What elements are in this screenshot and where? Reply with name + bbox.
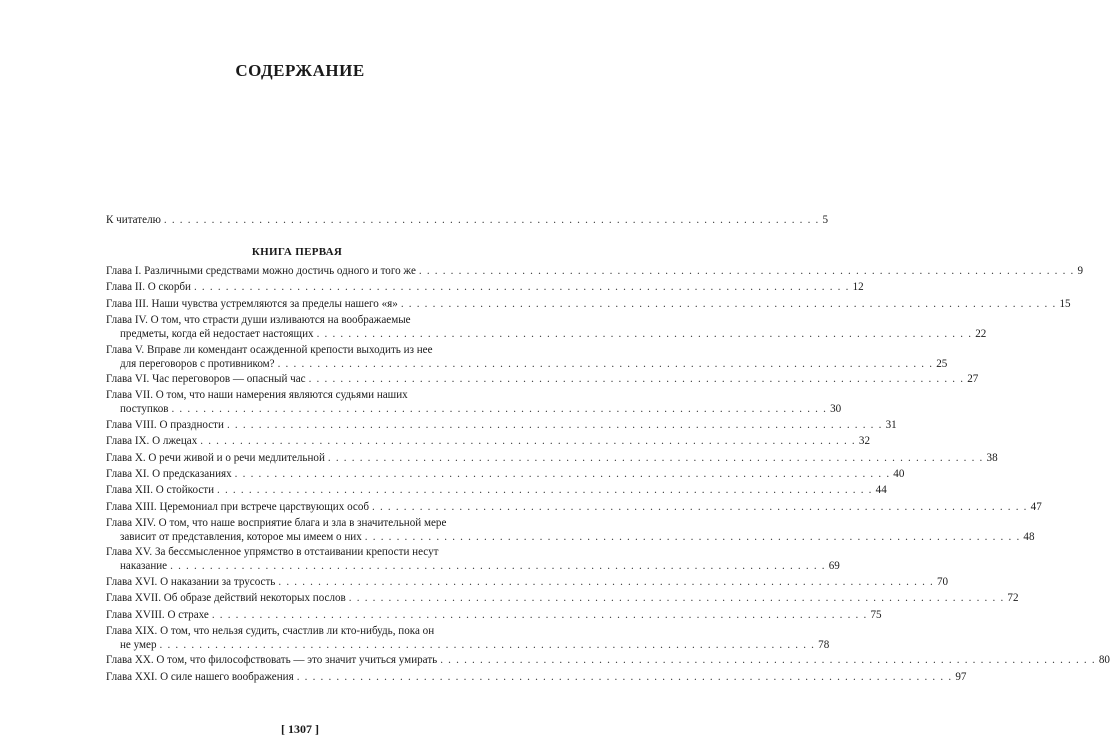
toc-entry-text: Глава IX. О лжецах <box>106 435 198 448</box>
toc-entry-text: Глава X. О речи живой и о речи медлительной <box>106 451 325 464</box>
dot-leader: . . . . . . . . . . . . . . . . . . . . . . . . . . . . . . . . . . . . . . . . . . . . . . . . . . . . . . . . . . . . . . . . . . . . . . . . . . . . . . . . . . . <box>440 654 1096 667</box>
dot-leader: . . . . . . . . . . . . . . . . . . . . . . . . . . . . . . . . . . . . . . . . . . . . . . . . . . . . . . . . . . . . . . . . . . . . . . . . . . . . . . . . . . . <box>211 608 868 621</box>
toc-entry-text: Глава III. Наши чувства устремляются за пределы нашего «я» <box>106 297 398 310</box>
toc-entry-continuation <box>106 638 830 652</box>
toc-entry-continuation <box>106 530 1035 544</box>
toc-entry[interactable] <box>106 418 897 432</box>
toc-page-number: 5 <box>822 214 829 226</box>
page-number-footer: [ 1307 ] <box>281 722 319 736</box>
toc-entry[interactable] <box>106 670 967 684</box>
toc-entry-text: Глава XIX. О том, что нельзя судить, счастлив ли кто-нибудь, пока он <box>106 625 435 638</box>
toc-page-number: 40 <box>893 467 905 480</box>
dot-leader: . . . . . . . . . . . . . . . . . . . . . . . . . . . . . . . . . . . . . . . . . . . . . . . . . . . . . . . . . . . . . . . . . . . . . . . . . . . . . . . . . . . <box>308 372 965 385</box>
toc-page-number: 15 <box>1059 297 1071 310</box>
toc-entry[interactable] <box>106 591 1019 605</box>
preface-block <box>106 213 829 227</box>
dot-leader: . . . . . . . . . . . . . . . . . . . . . . . . . . . . . . . . . . . . . . . . . . . . . . . . . . . . . . . . . . . . . . . . . . . . . . . . . . . . . . . . . . . <box>400 297 1057 310</box>
page-title: СОДЕРЖАНИЕ <box>235 61 365 80</box>
dot-leader: . . . . . . . . . . . . . . . . . . . . . . . . . . . . . . . . . . . . . . . . . . . . . . . . . . . . . . . . . . . . . . . . . . . . . . . . . . . . . . . . . . . <box>193 281 850 294</box>
dot-leader: . . . . . . . . . . . . . . . . . . . . . . . . . . . . . . . . . . . . . . . . . . . . . . . . . . . . . . . . . . . . . . . . . . . . . . . . . . . . . . . . . . . <box>348 592 1005 605</box>
toc-entry-text: Глава VII. О том, что наши намерения являются судьями наших <box>106 389 408 402</box>
toc-entry-text: наказание <box>120 560 168 573</box>
toc-entry-text: К читателю <box>106 214 161 226</box>
toc-entry-text: Глава XIII. Церемониал при встрече царствующих особ <box>106 500 370 513</box>
toc-entry-text: Глава XIV. О том, что наше восприятие блага и зла в значительной мере <box>106 517 447 530</box>
toc-page-number: 80 <box>1098 654 1110 667</box>
toc-entry-text: Глава XV. За бессмысленное упрямство в отстаивании крепости несут <box>106 546 439 559</box>
toc-page-number: 47 <box>1030 500 1042 513</box>
toc-page-number: 22 <box>975 328 987 341</box>
dot-leader: . . . . . . . . . . . . . . . . . . . . . . . . . . . . . . . . . . . . . . . . . . . . . . . . . . . . . . . . . . . . . . . . . . . . . . . . . . . . . . . . . . . <box>170 560 826 573</box>
toc-entry-text: предметы, когда ей недостает настоящих <box>120 328 314 341</box>
toc-page-number: 38 <box>986 451 998 464</box>
dot-leader: . . . . . . . . . . . . . . . . . . . . . . . . . . . . . . . . . . . . . . . . . . . . . . . . . . . . . . . . . . . . . . . . . . . . . . . . . . . . . . . . . . . <box>327 451 984 464</box>
toc-entry[interactable] <box>106 608 882 622</box>
toc-entry[interactable] <box>106 313 987 341</box>
toc-entry[interactable] <box>106 451 998 465</box>
toc-entry[interactable] <box>106 483 887 497</box>
toc-entry-text: Глава V. Вправе ли комендант осажденной крепости выходить из нее <box>106 343 433 356</box>
toc-list <box>106 264 1110 686</box>
toc-page-number: 70 <box>937 575 949 588</box>
toc-entry-preface[interactable] <box>106 213 829 227</box>
toc-entry[interactable] <box>106 516 1035 544</box>
toc-page-number: 69 <box>828 560 840 573</box>
toc-entry-continuation <box>106 327 987 341</box>
toc-entry-continuation <box>106 357 948 371</box>
dot-leader: . . . . . . . . . . . . . . . . . . . . . . . . . . . . . . . . . . . . . . . . . . . . . . . . . . . . . . . . . . . . . . . . . . . . . . . . . . . . . . . . . . . <box>316 328 973 341</box>
toc-page-number: 97 <box>955 670 967 683</box>
toc-entry-text: Глава VIII. О праздности <box>106 418 224 431</box>
toc-page-number: 78 <box>818 639 830 652</box>
toc-entry-text: зависит от представления, которое мы имеем о них <box>120 531 362 544</box>
toc-page-number: 25 <box>936 357 948 370</box>
toc-entry[interactable] <box>106 624 830 652</box>
toc-entry[interactable] <box>106 500 1042 514</box>
toc-entry-text: Глава VI. Час переговоров — опасный час <box>106 372 306 385</box>
toc-entry[interactable] <box>106 343 948 371</box>
dot-leader: . . . . . . . . . . . . . . . . . . . . . . . . . . . . . . . . . . . . . . . . . . . . . . . . . . . . . . . . . . . . . . . . . . . . . . . . . . . . . . . . . . . <box>217 484 873 497</box>
dot-leader: . . . . . . . . . . . . . . . . . . . . . . . . . . . . . . . . . . . . . . . . . . . . . . . . . . . . . . . . . . . . . . . . . . . . . . . . . . . . . . . . . . . <box>296 670 953 683</box>
toc-entry-text: поступков <box>120 403 169 416</box>
toc-page-number: 31 <box>885 418 897 431</box>
dot-leader: . . . . . . . . . . . . . . . . . . . . . . . . . . . . . . . . . . . . . . . . . . . . . . . . . . . . . . . . . . . . . . . . . . . . . . . . . . . . . . . . . . . <box>171 403 828 416</box>
section-heading: КНИГА ПЕРВАЯ <box>251 246 343 258</box>
toc-entry[interactable] <box>106 545 840 573</box>
toc-entry-text: Глава IV. О том, что страсти души изливаются на воображаемые <box>106 314 411 327</box>
dot-leader: . . . . . . . . . . . . . . . . . . . . . . . . . . . . . . . . . . . . . . . . . . . . . . . . . . . . . . . . . . . . . . . . . . . . . . . . . . . . . . . . . . . <box>200 435 856 448</box>
toc-page-number: 48 <box>1023 531 1035 544</box>
dot-leader: . . . . . . . . . . . . . . . . . . . . . . . . . . . . . . . . . . . . . . . . . . . . . . . . . . . . . . . . . . . . . . . . . . . . . . . . . . . . . . . . . . . <box>163 214 820 226</box>
toc-entry[interactable] <box>106 372 979 386</box>
toc-entry-text: Глава XI. О предсказаниях <box>106 467 232 480</box>
toc-entry-text: не умер <box>120 639 157 652</box>
dot-leader: . . . . . . . . . . . . . . . . . . . . . . . . . . . . . . . . . . . . . . . . . . . . . . . . . . . . . . . . . . . . . . . . . . . . . . . . . . . . . . . . . . . <box>418 265 1075 277</box>
dot-leader: . . . . . . . . . . . . . . . . . . . . . . . . . . . . . . . . . . . . . . . . . . . . . . . . . . . . . . . . . . . . . . . . . . . . . . . . . . . . . . . . . . . <box>234 467 891 480</box>
toc-page-number: 27 <box>967 372 979 385</box>
toc-entry-text: Глава XII. О стойкости <box>106 484 215 497</box>
toc-page-number: 44 <box>875 484 887 497</box>
dot-leader: . . . . . . . . . . . . . . . . . . . . . . . . . . . . . . . . . . . . . . . . . . . . . . . . . . . . . . . . . . . . . . . . . . . . . . . . . . . . . . . . . . . <box>364 531 1021 544</box>
toc-page-number: 32 <box>858 435 870 448</box>
toc-entry[interactable] <box>106 467 905 481</box>
dot-leader: . . . . . . . . . . . . . . . . . . . . . . . . . . . . . . . . . . . . . . . . . . . . . . . . . . . . . . . . . . . . . . . . . . . . . . . . . . . . . . . . . . . <box>372 500 1028 513</box>
toc-entry[interactable] <box>106 434 870 448</box>
toc-entry[interactable] <box>106 297 1071 311</box>
dot-leader: . . . . . . . . . . . . . . . . . . . . . . . . . . . . . . . . . . . . . . . . . . . . . . . . . . . . . . . . . . . . . . . . . . . . . . . . . . . . . . . . . . . <box>278 575 934 588</box>
dot-leader: . . . . . . . . . . . . . . . . . . . . . . . . . . . . . . . . . . . . . . . . . . . . . . . . . . . . . . . . . . . . . . . . . . . . . . . . . . . . . . . . . . . <box>226 418 883 431</box>
toc-page-number: 30 <box>830 403 842 416</box>
toc-page-number: 12 <box>852 281 864 294</box>
toc-entry-text: Глава I. Различными средствами можно достичь одного и того же <box>106 265 416 277</box>
toc-page-number: 72 <box>1007 592 1019 605</box>
toc-entry[interactable] <box>106 575 949 589</box>
toc-entry-text: Глава XXI. О силе нашего воображения <box>106 670 294 683</box>
toc-page-number: 9 <box>1077 265 1084 277</box>
toc-entry-continuation <box>106 402 842 416</box>
toc-entry-continuation <box>106 559 840 573</box>
dot-leader: . . . . . . . . . . . . . . . . . . . . . . . . . . . . . . . . . . . . . . . . . . . . . . . . . . . . . . . . . . . . . . . . . . . . . . . . . . . . . . . . . . . <box>277 357 934 370</box>
toc-entry[interactable] <box>106 388 842 416</box>
toc-page-number: 75 <box>870 608 882 621</box>
toc-entry-text: Глава XVIII. О страхе <box>106 608 209 621</box>
toc-entry[interactable] <box>106 653 1110 667</box>
toc-entry-text: для переговоров с противником? <box>120 357 275 370</box>
toc-entry-text: Глава II. О скорби <box>106 281 191 294</box>
dot-leader: . . . . . . . . . . . . . . . . . . . . . . . . . . . . . . . . . . . . . . . . . . . . . . . . . . . . . . . . . . . . . . . . . . . . . . . . . . . . . . . . . . . <box>159 639 816 652</box>
toc-entry-text: Глава XVI. О наказании за трусость <box>106 575 276 588</box>
toc-entry-text: Глава XVII. Об образе действий некоторых послов <box>106 592 346 605</box>
toc-entry[interactable] <box>106 264 1084 278</box>
toc-entry-text: Глава XX. О том, что философствовать — это значит учиться умирать <box>106 654 438 667</box>
toc-entry[interactable] <box>106 280 864 294</box>
